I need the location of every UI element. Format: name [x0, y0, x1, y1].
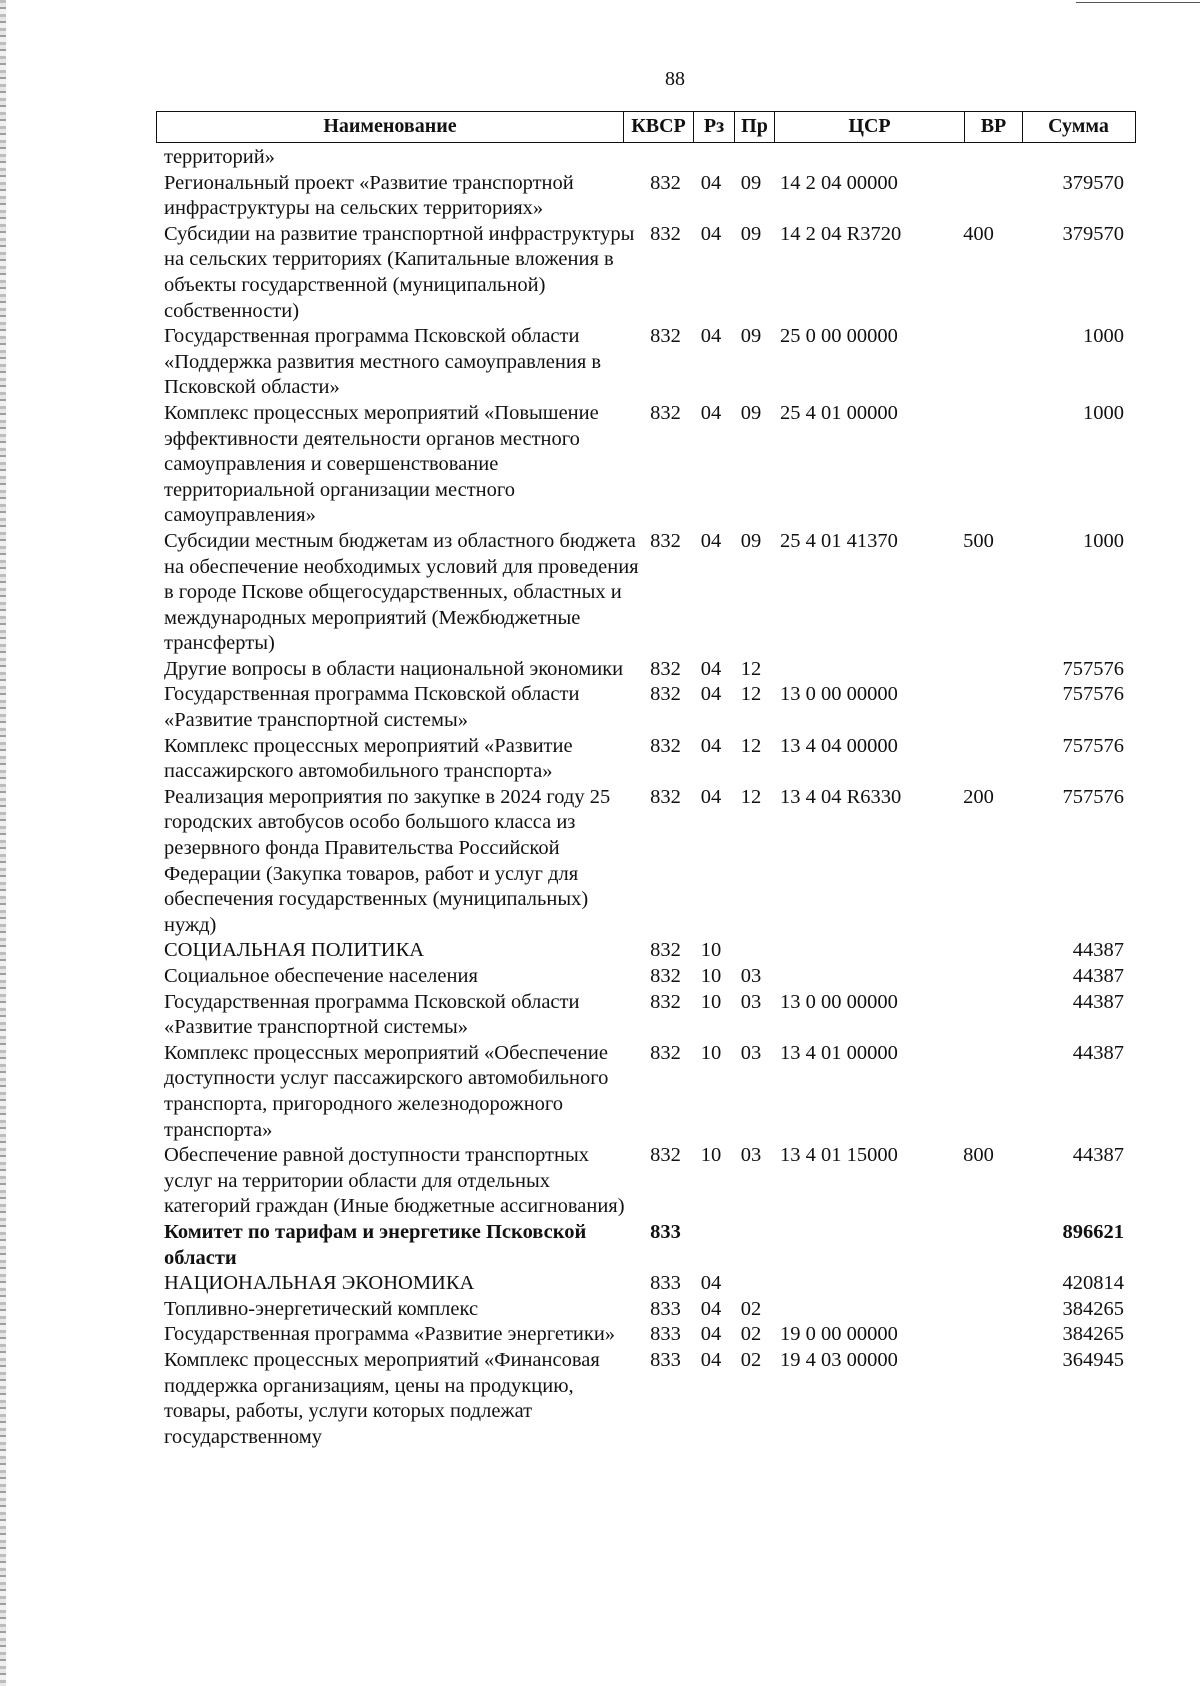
- cell-sum: 44387: [1072, 965, 1124, 987]
- cell-name: Комитет по тарифам и энергетике Псковской области: [164, 1220, 587, 1269]
- header-rz: Рз: [694, 112, 735, 142]
- cell-kvsr: 833: [650, 1297, 681, 1320]
- table-row: [164, 990, 1124, 1041]
- cell-csr: 13 4 04 00000: [780, 734, 898, 757]
- cell-kvsr: 832: [650, 401, 681, 424]
- cell-pr: 03: [740, 1041, 762, 1064]
- cell-rz: 04: [700, 1323, 722, 1346]
- table-row: [164, 401, 1124, 529]
- cell-kvsr: 833: [650, 1348, 681, 1371]
- table-row: [164, 529, 1124, 657]
- top-rule: [1076, 2, 1200, 3]
- cell-sum: 364945: [1062, 1348, 1124, 1371]
- header-vr: ВР: [965, 112, 1023, 142]
- cell-vr: 500: [963, 529, 994, 552]
- cell-rz: 04: [700, 683, 722, 706]
- cell-sum: 384265: [1062, 1323, 1124, 1346]
- cell-name: Субсидии местным бюджетам из областного бюджета на обеспечение необходимых условий для проведения в городе Пскове общегосударственных, областных и международных мероприятий (Межбюджетные трансферты): [164, 529, 639, 655]
- cell-pr: 03: [740, 990, 762, 1013]
- cell-name: Комплекс процессных мероприятий «Повышение эффективности деятельности органов местного самоуправления и совершенствование территориальной организации местного самоуправления»: [164, 401, 599, 527]
- cell-rz: 04: [700, 734, 722, 757]
- table-row: [164, 145, 1124, 171]
- cell-rz: 04: [700, 1272, 722, 1295]
- cell-kvsr: 833: [650, 1272, 681, 1295]
- cell-pr: 09: [740, 222, 762, 245]
- cell-pr: 03: [740, 1144, 762, 1167]
- table-row: [164, 682, 1124, 733]
- page-number: 88: [665, 68, 685, 90]
- cell-csr: 14 2 04 R3720: [780, 222, 902, 245]
- cell-name: Социальное обеспечение населения: [164, 965, 478, 987]
- cell-kvsr: 832: [650, 939, 681, 962]
- cell-rz: 04: [700, 171, 722, 194]
- cell-sum: 44387: [1072, 1041, 1124, 1064]
- table-row: [164, 964, 1124, 990]
- cell-vr: 400: [963, 222, 994, 245]
- cell-csr: 19 4 03 00000: [780, 1348, 898, 1371]
- table-row: [164, 938, 1124, 964]
- cell-name: Другие вопросы в области национальной экономики: [164, 657, 624, 680]
- cell-sum: 44387: [1072, 1144, 1124, 1167]
- cell-csr: 13 0 00 00000: [780, 990, 898, 1013]
- cell-name: Комплекс процессных мероприятий «Развитие пассажирского автомобильного транспорта»: [164, 734, 573, 783]
- cell-pr: 02: [740, 1323, 762, 1346]
- cell-sum: 896621: [1062, 1220, 1124, 1243]
- table-row: [164, 171, 1124, 222]
- table-row: [164, 222, 1124, 324]
- cell-name: Государственная программа Псковской области «Поддержка развития местного самоуправления в Псковской области»: [164, 325, 602, 399]
- table-row: [164, 1220, 1124, 1271]
- cell-sum: 1000: [1083, 529, 1124, 552]
- cell-pr: 02: [740, 1348, 762, 1371]
- cell-kvsr: 832: [650, 785, 681, 808]
- table-row: [164, 1297, 1124, 1323]
- cell-name: Региональный проект «Развитие транспортной инфраструктуры на сельских территориях»: [164, 171, 574, 220]
- cell-kvsr: 832: [650, 657, 681, 680]
- cell-name: Обеспечение равной доступности транспортных услуг на территории области для отдельных категорий граждан (Иные бюджетные ассигнования): [164, 1144, 625, 1218]
- cell-sum: 44387: [1072, 990, 1124, 1013]
- table-row: [164, 1041, 1124, 1143]
- cell-pr: 09: [740, 171, 762, 194]
- table-row: [164, 1322, 1124, 1348]
- cell-csr: 13 0 00 00000: [780, 683, 898, 706]
- cell-kvsr: 833: [650, 1220, 681, 1243]
- table-row: [164, 785, 1124, 939]
- cell-rz: 04: [700, 785, 722, 808]
- table-row: [164, 1348, 1124, 1450]
- cell-vr: 800: [963, 1144, 994, 1167]
- cell-sum: 384265: [1062, 1297, 1124, 1320]
- cell-kvsr: 832: [650, 529, 681, 552]
- cell-sum: 757576: [1062, 657, 1124, 680]
- cell-kvsr: 832: [650, 171, 681, 194]
- cell-kvsr: 832: [650, 683, 681, 706]
- cell-csr: 13 4 01 15000: [780, 1144, 898, 1167]
- cell-pr: 12: [740, 785, 762, 808]
- cell-pr: 02: [740, 1297, 762, 1320]
- cell-sum: 1000: [1083, 325, 1124, 348]
- cell-rz: 10: [700, 990, 722, 1013]
- cell-rz: 04: [700, 657, 722, 680]
- cell-sum: 44387: [1072, 939, 1124, 962]
- cell-csr: 13 4 04 R6330: [780, 785, 902, 808]
- table-row: [164, 324, 1124, 401]
- header-sum: Сумма: [1048, 115, 1109, 137]
- cell-name: Государственная программа «Развитие энергетики»: [164, 1323, 616, 1346]
- cell-kvsr: 832: [650, 965, 681, 987]
- cell-kvsr: 832: [650, 990, 681, 1013]
- scan-edge: [0, 0, 6, 1686]
- header-pr: Пр: [735, 112, 775, 142]
- cell-sum: 420814: [1062, 1272, 1124, 1295]
- cell-name: Комплекс процессных мероприятий «Финансовая поддержка организациям, цены на продукцию, товары, работы, услуги которых подлежат государственному: [164, 1348, 600, 1448]
- cell-kvsr: 832: [650, 1144, 681, 1167]
- cell-sum: 757576: [1062, 683, 1124, 706]
- cell-rz: 04: [700, 325, 722, 348]
- table-header: [156, 111, 1136, 143]
- cell-kvsr: 832: [650, 325, 681, 348]
- cell-rz: 04: [700, 222, 722, 245]
- cell-kvsr: 832: [650, 1041, 681, 1064]
- table-row: [164, 657, 1124, 683]
- table-body: [164, 145, 1124, 1450]
- cell-name: Государственная программа Псковской области «Развитие транспортной системы»: [164, 683, 580, 732]
- cell-name: Государственная программа Псковской области «Развитие транспортной системы»: [164, 990, 580, 1039]
- table-row: [164, 734, 1124, 785]
- cell-pr: 09: [740, 325, 762, 348]
- cell-name: Топливно-энергетический комплекс: [164, 1297, 479, 1320]
- cell-rz: 04: [700, 1297, 722, 1320]
- cell-sum: 379570: [1062, 222, 1124, 245]
- cell-sum: 757576: [1062, 734, 1124, 757]
- cell-rz: 10: [700, 965, 722, 987]
- table-row: [164, 1143, 1124, 1220]
- cell-csr: 25 4 01 00000: [780, 401, 898, 424]
- cell-rz: 10: [700, 1041, 722, 1064]
- cell-pr: 12: [740, 683, 762, 706]
- cell-name: Реализация мероприятия по закупке в 2024 году 25 городских автобусов особо большого класса из резервного фонда Правительства Российской Федерации (Закупка товаров, работ и услуг для обеспечения государственных (муниципальных) нужд): [164, 785, 611, 936]
- header-name: Наименование: [157, 112, 624, 142]
- cell-rz: 10: [700, 1144, 722, 1167]
- cell-name: территорий»: [164, 146, 275, 168]
- cell-csr: 25 0 00 00000: [780, 325, 898, 348]
- cell-kvsr: 832: [650, 222, 681, 245]
- cell-csr: 14 2 04 00000: [780, 171, 898, 194]
- cell-pr: 03: [740, 965, 762, 987]
- cell-name: СОЦИАЛЬНАЯ ПОЛИТИКА: [164, 939, 425, 962]
- cell-name: НАЦИОНАЛЬНАЯ ЭКОНОМИКА: [164, 1272, 475, 1295]
- cell-sum: 379570: [1062, 171, 1124, 194]
- cell-pr: 12: [740, 657, 762, 680]
- cell-rz: 10: [700, 939, 722, 962]
- cell-name: Субсидии на развитие транспортной инфраструктуры на сельских территориях (Капитальные вложения в объекты государственной (муниципальной) собственности): [164, 222, 635, 322]
- table-row: [164, 1271, 1124, 1297]
- header-csr: ЦСР: [775, 112, 965, 142]
- cell-rz: 04: [700, 529, 722, 552]
- cell-kvsr: 833: [650, 1323, 681, 1346]
- cell-sum: 1000: [1083, 401, 1124, 424]
- cell-vr: 200: [963, 785, 994, 808]
- cell-rz: 04: [700, 401, 722, 424]
- cell-sum: 757576: [1062, 785, 1124, 808]
- cell-rz: 04: [700, 1348, 722, 1371]
- cell-pr: 09: [740, 401, 762, 424]
- cell-pr: 12: [740, 734, 762, 757]
- cell-csr: 13 4 01 00000: [780, 1041, 898, 1064]
- cell-kvsr: 832: [650, 734, 681, 757]
- cell-csr: 25 4 01 41370: [780, 529, 898, 552]
- cell-name: Комплекс процессных мероприятий «Обеспечение доступности услуг пассажирского автомобильного транспорта, пригородного железнодорожного транспорта»: [164, 1041, 609, 1141]
- cell-pr: 09: [740, 529, 762, 552]
- header-kvsr: КВСР: [624, 112, 694, 142]
- cell-csr: 19 0 00 00000: [780, 1323, 898, 1346]
